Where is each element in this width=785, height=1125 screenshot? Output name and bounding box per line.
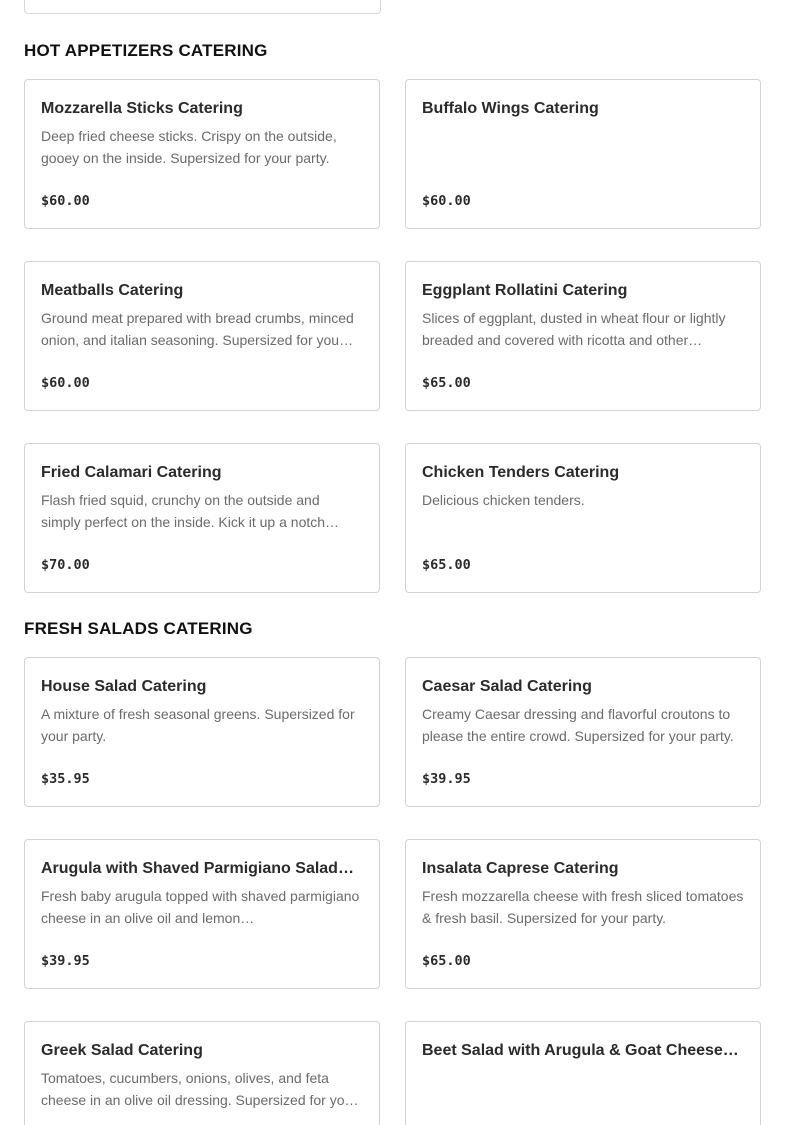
menu-item-description: Delicious chicken tenders. bbox=[422, 492, 585, 508]
menu-item-description: Fresh mozzarella cheese with fresh sliced tomatoes & fresh basil. Supersized for your party. bbox=[422, 888, 744, 926]
menu-item-name: Chicken Tenders Catering bbox=[422, 464, 620, 481]
menu-item-card[interactable] bbox=[24, 79, 380, 229]
menu-item-description bbox=[422, 1067, 744, 1111]
menu-item-card[interactable] bbox=[405, 261, 761, 411]
menu-item-description: A mixture of fresh seasonal greens. Supersized for your party. bbox=[41, 706, 355, 744]
menu-item-name: Beet Salad with Arugula & Goat Cheese… bbox=[422, 1042, 739, 1059]
menu-item-card[interactable] bbox=[405, 1021, 761, 1125]
menu-item-card[interactable] bbox=[405, 79, 761, 229]
menu-item-name: Eggplant Rollatini Catering bbox=[422, 282, 628, 299]
menu-item-name: Mozzarella Sticks Catering bbox=[41, 100, 243, 117]
menu-item-card[interactable] bbox=[24, 443, 380, 593]
menu-item-card[interactable] bbox=[24, 1021, 380, 1125]
menu-item-name: Buffalo Wings Catering bbox=[422, 100, 599, 117]
menu-item-description bbox=[422, 125, 744, 169]
menu-item-price: $65.00 bbox=[422, 375, 471, 391]
menu-item-price: $60.00 bbox=[41, 193, 90, 209]
menu-item-price: $39.95 bbox=[41, 953, 90, 969]
menu-item-card[interactable] bbox=[24, 839, 380, 989]
menu-item-description: Slices of eggplant, dusted in wheat flour or lightly breaded and covered with ricotta and other… bbox=[422, 310, 726, 348]
menu-item-card-partial[interactable] bbox=[24, 0, 381, 14]
menu-item-name: Insalata Caprese Catering bbox=[422, 860, 619, 877]
menu-item-description: Deep fried cheese sticks. Crispy on the outside, gooey on the inside. Supersized for your party. bbox=[41, 128, 337, 166]
menu-item-card[interactable] bbox=[405, 443, 761, 593]
menu-item-price: $35.95 bbox=[41, 771, 90, 787]
menu-item-name: Caesar Salad Catering bbox=[422, 678, 592, 695]
menu-item-description: Flash fried squid, crunchy on the outside and simply perfect on the inside. Kick it up a notch… bbox=[41, 492, 340, 530]
menu-item-name: Fried Calamari Catering bbox=[41, 464, 222, 481]
menu-item-price: $70.00 bbox=[41, 557, 90, 573]
menu-item-price: $39.95 bbox=[422, 771, 471, 787]
menu-item-description: Creamy Caesar dressing and flavorful croutons to please the entire crowd. Supersized for your party. bbox=[422, 706, 734, 744]
menu-item-price: $65.00 bbox=[422, 557, 471, 573]
menu-item-name: Meatballs Catering bbox=[41, 282, 184, 299]
menu-item-price: $60.00 bbox=[41, 375, 90, 391]
section-title-fresh-salads: FRESH SALADS CATERING bbox=[24, 619, 253, 638]
menu-item-price: $65.00 bbox=[422, 953, 471, 969]
menu-item-card[interactable] bbox=[24, 261, 380, 411]
menu-item-description: Fresh baby arugula topped with shaved parmigiano cheese in an olive oil and lemon… bbox=[41, 888, 360, 926]
section-title-hot-appetizers: HOT APPETIZERS CATERING bbox=[24, 41, 268, 60]
menu-item-card[interactable] bbox=[24, 657, 380, 807]
menu-item-description: Ground meat prepared with bread crumbs, minced onion, and italian seasoning. Supersized for you… bbox=[41, 310, 354, 348]
menu-item-card[interactable] bbox=[405, 839, 761, 989]
menu-item-description: Tomatoes, cucumbers, onions, olives, and feta cheese in an olive oil dressing. Supersized for yo… bbox=[41, 1070, 359, 1108]
menu-item-card[interactable] bbox=[405, 657, 761, 807]
menu-item-name: Greek Salad Catering bbox=[41, 1042, 203, 1059]
menu-item-name: Arugula with Shaved Parmigiano Salad… bbox=[41, 860, 354, 877]
menu-item-price: $60.00 bbox=[422, 193, 471, 209]
menu-item-name: House Salad Catering bbox=[41, 678, 207, 695]
